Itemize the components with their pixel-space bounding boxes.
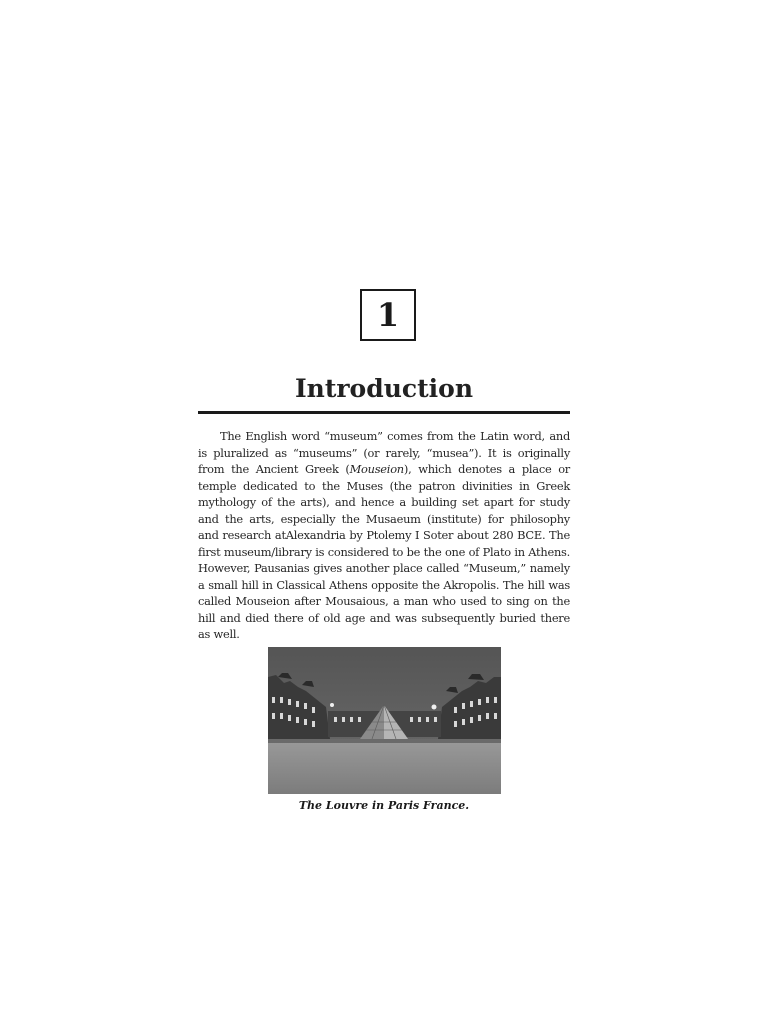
- body-text-italic-term: Mouseion: [349, 462, 404, 476]
- chapter-number-box: [360, 289, 416, 341]
- louvre-photo: [268, 647, 501, 794]
- body-text-part-1: The English word “museum” comes from the Latin word, and is pluralized as “museums” (or rarely, “musea”). It is originally from the Ancient Greek (: [198, 429, 570, 476]
- figure-caption: The Louvre in Paris France.: [298, 799, 470, 812]
- body-text-part-3: ), which denotes a place or temple dedicated to the Muses (the patron divinities in Greek mythology of the arts), and hence a building set apart for study and the arts, especially the Musaeum (institute) for philosophy and research atAlexandria by Ptolemy I Soter about 280 BCE. The first museum/library is considered to be the one of Plato in Athens. However, Pausanias gives another place called “Museum,” namely a small hill in Classical Athens opposite the Akropolis. The hill was called Mouseion after Mousaious, a man who used to sing on the hill and died there of old age and was subsequently buried there as well.: [198, 462, 570, 641]
- title-rule: [198, 411, 570, 414]
- body-paragraph: [198, 428, 570, 643]
- chapter-title: Introduction: [294, 374, 474, 403]
- chapter-number: 1: [376, 296, 400, 334]
